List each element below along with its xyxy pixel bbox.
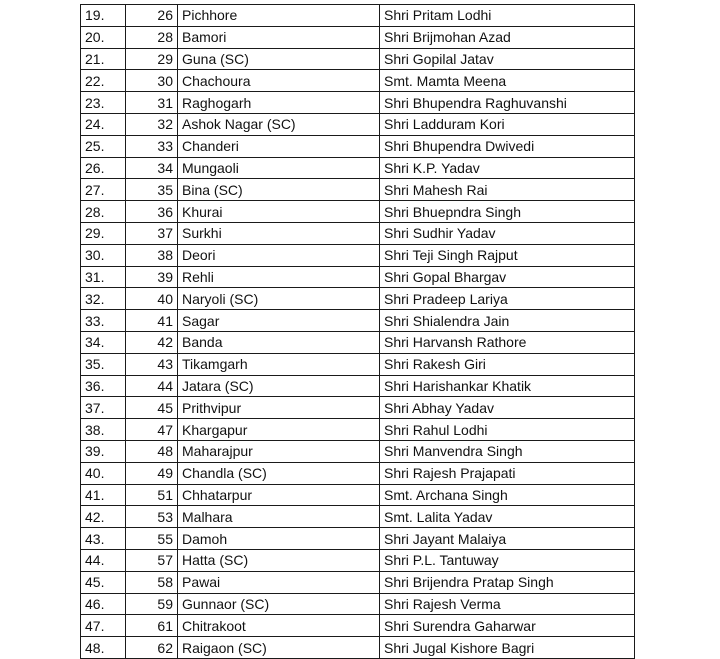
constituency-number-cell: 32 [126, 113, 178, 135]
table-row [81, 440, 635, 462]
candidate-name-cell: Shri Sudhir Yadav [380, 222, 635, 244]
serial-number-cell: 39. [81, 440, 126, 462]
constituency-number-cell: 33 [126, 135, 178, 157]
candidate-name-cell: Shri Gopal Bhargav [380, 266, 635, 288]
constituency-name-cell: Deori [178, 244, 380, 266]
candidate-name-cell: Shri P.L. Tantuway [380, 549, 635, 571]
serial-number-cell: 41. [81, 484, 126, 506]
candidate-name-cell: Shri Manvendra Singh [380, 440, 635, 462]
table-row [81, 157, 635, 179]
serial-number-cell: 20. [81, 26, 126, 48]
serial-number-cell: 47. [81, 615, 126, 637]
serial-number-cell: 38. [81, 419, 126, 441]
serial-number-cell: 42. [81, 506, 126, 528]
constituency-number-cell: 62 [126, 637, 178, 659]
serial-number-cell: 22. [81, 70, 126, 92]
candidate-name-cell: Shri Rakesh Giri [380, 353, 635, 375]
constituency-name-cell: Maharajpur [178, 440, 380, 462]
constituency-number-cell: 55 [126, 528, 178, 550]
constituency-name-cell: Sagar [178, 310, 380, 332]
constituency-name-cell: Khargapur [178, 419, 380, 441]
candidate-name-cell: Shri Rahul Lodhi [380, 419, 635, 441]
constituency-number-cell: 31 [126, 92, 178, 114]
constituency-name-cell: Pawai [178, 571, 380, 593]
constituency-name-cell: Surkhi [178, 222, 380, 244]
constituency-name-cell: Raigaon (SC) [178, 637, 380, 659]
constituency-number-cell: 58 [126, 571, 178, 593]
constituency-name-cell: Jatara (SC) [178, 375, 380, 397]
table-row [81, 113, 635, 135]
serial-number-cell: 43. [81, 528, 126, 550]
constituency-number-cell: 48 [126, 440, 178, 462]
constituency-name-cell: Hatta (SC) [178, 549, 380, 571]
candidate-name-cell: Shri Harishankar Khatik [380, 375, 635, 397]
candidate-name-cell: Shri Pradeep Lariya [380, 288, 635, 310]
constituency-number-cell: 61 [126, 615, 178, 637]
serial-number-cell: 28. [81, 201, 126, 223]
constituency-number-cell: 41 [126, 310, 178, 332]
constituency-number-cell: 28 [126, 26, 178, 48]
constituency-name-cell: Banda [178, 331, 380, 353]
candidate-name-cell: Shri Surendra Gaharwar [380, 615, 635, 637]
constituency-name-cell: Tikamgarh [178, 353, 380, 375]
constituency-number-cell: 49 [126, 462, 178, 484]
constituency-number-cell: 57 [126, 549, 178, 571]
candidate-name-cell: Smt. Archana Singh [380, 484, 635, 506]
candidate-name-cell: Shri Brijendra Pratap Singh [380, 571, 635, 593]
constituency-number-cell: 37 [126, 222, 178, 244]
candidate-name-cell: Shri Bhupendra Raghuvanshi [380, 92, 635, 114]
constituency-number-cell: 26 [126, 5, 178, 27]
candidate-name-cell: Smt. Mamta Meena [380, 70, 635, 92]
table-row [81, 179, 635, 201]
table-row [81, 549, 635, 571]
table-row [81, 462, 635, 484]
candidate-name-cell: Shri K.P. Yadav [380, 157, 635, 179]
table-row [81, 528, 635, 550]
candidate-name-cell: Shri Jugal Kishore Bagri [380, 637, 635, 659]
serial-number-cell: 37. [81, 397, 126, 419]
candidate-name-cell: Shri Mahesh Rai [380, 179, 635, 201]
table-row [81, 375, 635, 397]
constituency-name-cell: Chhatarpur [178, 484, 380, 506]
serial-number-cell: 19. [81, 5, 126, 27]
table-row [81, 266, 635, 288]
serial-number-cell: 27. [81, 179, 126, 201]
table-row [81, 397, 635, 419]
candidate-name-cell: Shri Bhuepndra Singh [380, 201, 635, 223]
constituency-name-cell: Chitrakoot [178, 615, 380, 637]
constituency-number-cell: 59 [126, 593, 178, 615]
constituency-name-cell: Gunnaor (SC) [178, 593, 380, 615]
table-row [81, 484, 635, 506]
table-row [81, 92, 635, 114]
table-row [81, 222, 635, 244]
table-row [81, 615, 635, 637]
candidate-name-cell: Shri Harvansh Rathore [380, 331, 635, 353]
serial-number-cell: 26. [81, 157, 126, 179]
table-row [81, 310, 635, 332]
constituency-number-cell: 30 [126, 70, 178, 92]
constituency-number-cell: 42 [126, 331, 178, 353]
constituency-name-cell: Bina (SC) [178, 179, 380, 201]
constituency-number-cell: 51 [126, 484, 178, 506]
constituency-name-cell: Mungaoli [178, 157, 380, 179]
table-row [81, 201, 635, 223]
serial-number-cell: 46. [81, 593, 126, 615]
serial-number-cell: 33. [81, 310, 126, 332]
table-row [81, 419, 635, 441]
serial-number-cell: 35. [81, 353, 126, 375]
constituency-name-cell: Naryoli (SC) [178, 288, 380, 310]
constituency-number-cell: 45 [126, 397, 178, 419]
constituency-name-cell: Khurai [178, 201, 380, 223]
candidate-name-cell: Shri Pritam Lodhi [380, 5, 635, 27]
candidate-name-cell: Shri Abhay Yadav [380, 397, 635, 419]
constituency-name-cell: Ashok Nagar (SC) [178, 113, 380, 135]
serial-number-cell: 25. [81, 135, 126, 157]
constituency-number-cell: 36 [126, 201, 178, 223]
candidate-name-cell: Smt. Lalita Yadav [380, 506, 635, 528]
constituency-number-cell: 40 [126, 288, 178, 310]
constituency-number-cell: 29 [126, 48, 178, 70]
serial-number-cell: 44. [81, 549, 126, 571]
constituency-number-cell: 35 [126, 179, 178, 201]
constituency-number-cell: 47 [126, 419, 178, 441]
serial-number-cell: 31. [81, 266, 126, 288]
table-row [81, 244, 635, 266]
constituency-name-cell: Chanderi [178, 135, 380, 157]
candidate-name-cell: Shri Jayant Malaiya [380, 528, 635, 550]
constituency-name-cell: Raghogarh [178, 92, 380, 114]
candidate-list-table [80, 4, 635, 659]
constituency-name-cell: Prithvipur [178, 397, 380, 419]
constituency-name-cell: Chachoura [178, 70, 380, 92]
serial-number-cell: 23. [81, 92, 126, 114]
constituency-number-cell: 34 [126, 157, 178, 179]
table-row [81, 70, 635, 92]
constituency-name-cell: Guna (SC) [178, 48, 380, 70]
serial-number-cell: 24. [81, 113, 126, 135]
table-row [81, 26, 635, 48]
serial-number-cell: 30. [81, 244, 126, 266]
table-row [81, 571, 635, 593]
table-row [81, 593, 635, 615]
serial-number-cell: 45. [81, 571, 126, 593]
constituency-name-cell: Malhara [178, 506, 380, 528]
constituency-number-cell: 39 [126, 266, 178, 288]
constituency-name-cell: Bamori [178, 26, 380, 48]
serial-number-cell: 29. [81, 222, 126, 244]
serial-number-cell: 21. [81, 48, 126, 70]
candidate-name-cell: Shri Gopilal Jatav [380, 48, 635, 70]
table-row [81, 5, 635, 27]
constituency-name-cell: Damoh [178, 528, 380, 550]
candidate-name-cell: Shri Teji Singh Rajput [380, 244, 635, 266]
serial-number-cell: 34. [81, 331, 126, 353]
serial-number-cell: 36. [81, 375, 126, 397]
constituency-number-cell: 44 [126, 375, 178, 397]
candidate-name-cell: Shri Brijmohan Azad [380, 26, 635, 48]
candidate-name-cell: Shri Bhupendra Dwivedi [380, 135, 635, 157]
serial-number-cell: 40. [81, 462, 126, 484]
table-row [81, 506, 635, 528]
candidate-name-cell: Shri Rajesh Prajapati [380, 462, 635, 484]
candidate-name-cell: Shri Rajesh Verma [380, 593, 635, 615]
table-row [81, 135, 635, 157]
table-row [81, 288, 635, 310]
constituency-number-cell: 53 [126, 506, 178, 528]
table-body [81, 5, 635, 659]
candidate-name-cell: Shri Shialendra Jain [380, 310, 635, 332]
serial-number-cell: 48. [81, 637, 126, 659]
serial-number-cell: 32. [81, 288, 126, 310]
constituency-number-cell: 38 [126, 244, 178, 266]
constituency-name-cell: Pichhore [178, 5, 380, 27]
table-row [81, 637, 635, 659]
candidate-name-cell: Shri Ladduram Kori [380, 113, 635, 135]
table-row [81, 353, 635, 375]
table-row [81, 48, 635, 70]
table-row [81, 331, 635, 353]
constituency-number-cell: 43 [126, 353, 178, 375]
constituency-name-cell: Rehli [178, 266, 380, 288]
constituency-name-cell: Chandla (SC) [178, 462, 380, 484]
